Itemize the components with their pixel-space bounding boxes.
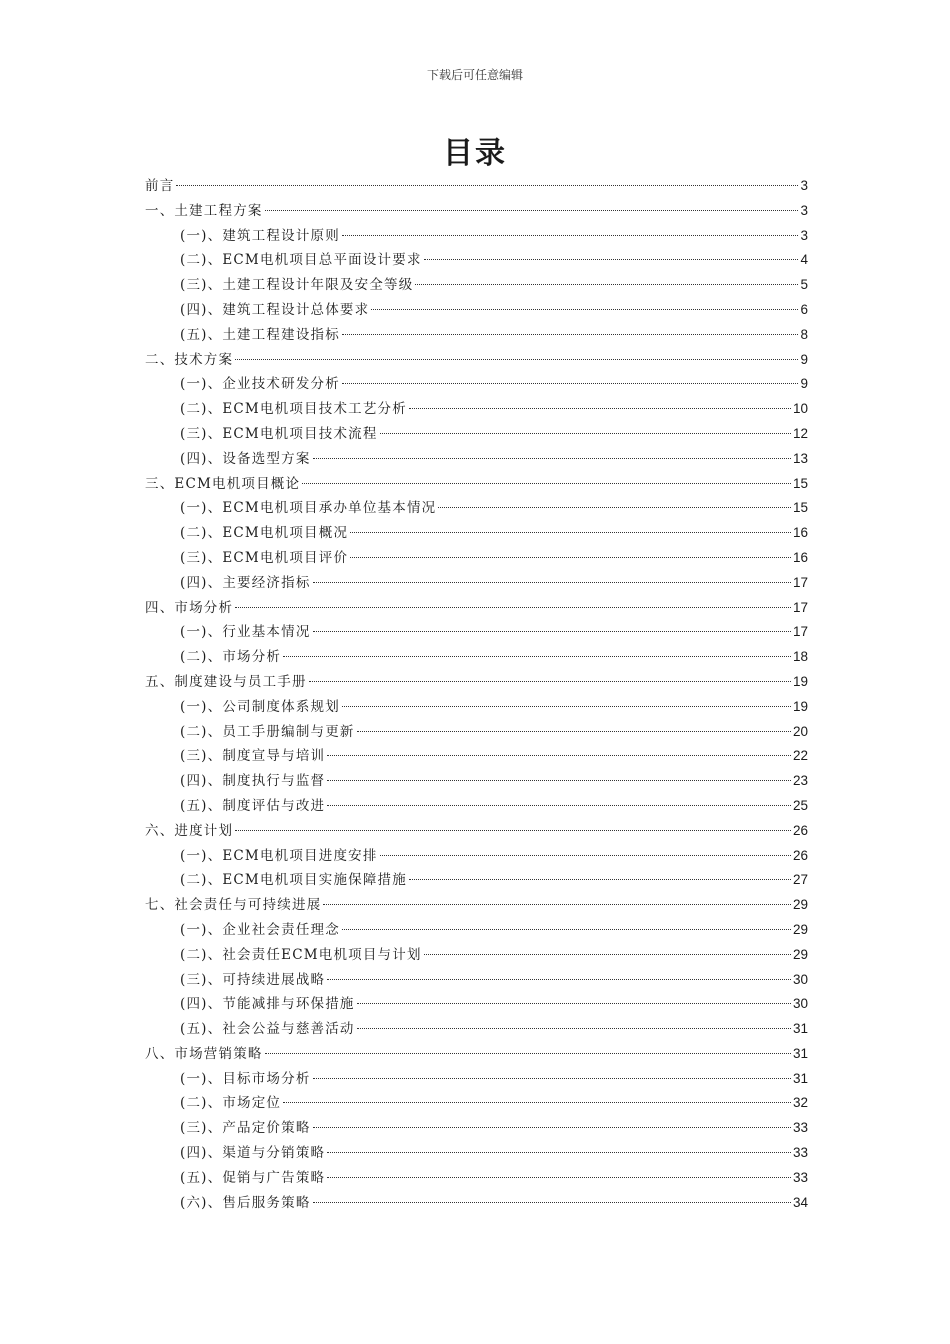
toc-entry-label: (一)、ECM电机项目承办单位基本情况 <box>180 500 437 517</box>
toc-entry[interactable] <box>145 1067 808 1092</box>
toc-entry[interactable] <box>145 397 808 422</box>
toc-dot-leader <box>313 458 791 459</box>
toc-entry-page-number: 3 <box>800 202 808 218</box>
toc-entry-page-number: 30 <box>792 996 808 1012</box>
toc-entry-label: (一)、公司制度体系规划 <box>180 698 340 715</box>
page-title: 目录 <box>443 136 507 171</box>
toc-dot-leader <box>235 830 791 831</box>
toc-entry-page-number: 31 <box>792 1070 808 1086</box>
toc-dot-leader <box>357 731 791 732</box>
toc-entry-label: (三)、制度宣导与培训 <box>180 748 326 765</box>
toc-entry[interactable] <box>145 893 808 918</box>
toc-entry[interactable] <box>145 273 808 298</box>
toc-entry[interactable] <box>145 323 808 348</box>
toc-entry-label: (二)、市场分析 <box>180 649 282 666</box>
toc-entry[interactable] <box>145 968 808 993</box>
toc-entry-label: 二、技术方案 <box>145 351 234 368</box>
toc-entry-label: (三)、土建工程设计年限及安全等级 <box>180 277 414 294</box>
toc-entry-page-number: 4 <box>800 252 808 268</box>
toc-entry-label: (四)、制度执行与监督 <box>180 773 326 790</box>
toc-dot-leader <box>176 185 798 186</box>
toc-dot-leader <box>424 954 791 955</box>
toc-entry-label: (二)、市场定位 <box>180 1095 282 1112</box>
toc-entry-page-number: 17 <box>792 599 808 615</box>
toc-entry[interactable] <box>145 645 808 670</box>
toc-entry[interactable] <box>145 1166 808 1191</box>
toc-dot-leader <box>265 210 799 211</box>
toc-entry[interactable] <box>145 472 808 497</box>
toc-dot-leader <box>327 805 791 806</box>
toc-entry-page-number: 17 <box>792 624 808 640</box>
toc-entry[interactable] <box>145 1017 808 1042</box>
toc-entry-label: (三)、ECM电机项目技术流程 <box>180 425 378 442</box>
toc-dot-leader <box>438 507 791 508</box>
toc-dot-leader <box>409 408 791 409</box>
toc-entry-label: (五)、社会公益与慈善活动 <box>180 1021 355 1038</box>
toc-entry-page-number: 29 <box>792 946 808 962</box>
toc-entry-page-number: 9 <box>800 376 808 392</box>
toc-entry[interactable] <box>145 348 808 373</box>
toc-dot-leader <box>283 656 791 657</box>
toc-entry-label: (一)、企业社会责任理念 <box>180 921 340 938</box>
toc-dot-leader <box>342 706 791 707</box>
toc-entry[interactable] <box>145 1141 808 1166</box>
table-of-contents <box>145 174 808 1215</box>
toc-entry-label: (二)、ECM电机项目实施保障措施 <box>180 872 407 889</box>
toc-entry-page-number: 3 <box>800 178 808 193</box>
toc-entry-page-number: 5 <box>800 277 808 293</box>
toc-entry-label: 五、制度建设与员工手册 <box>145 673 307 690</box>
toc-entry-page-number: 10 <box>792 401 808 417</box>
toc-dot-leader <box>342 334 799 335</box>
toc-entry-label: (三)、ECM电机项目评价 <box>180 549 349 566</box>
toc-entry-page-number: 29 <box>792 921 808 937</box>
toc-dot-leader <box>313 1078 791 1079</box>
toc-entry-label: (二)、ECM电机项目技术工艺分析 <box>180 401 407 418</box>
toc-entry-label: (四)、节能减排与环保措施 <box>180 996 355 1013</box>
toc-entry-page-number: 31 <box>792 1045 808 1061</box>
toc-entry-label: (二)、员工手册编制与更新 <box>180 723 355 740</box>
toc-dot-leader <box>309 681 791 682</box>
toc-entry[interactable] <box>145 868 808 893</box>
toc-dot-leader <box>313 1127 791 1128</box>
toc-entry-label: (六)、售后服务策略 <box>180 1194 311 1211</box>
toc-entry-label: (四)、建筑工程设计总体要求 <box>180 301 370 318</box>
toc-dot-leader <box>415 284 798 285</box>
toc-entry-page-number: 29 <box>792 897 808 913</box>
toc-entry[interactable] <box>145 819 808 844</box>
toc-entry-page-number: 25 <box>792 797 808 813</box>
toc-entry-page-number: 23 <box>792 773 808 789</box>
toc-dot-leader <box>327 755 791 756</box>
toc-entry-label: (五)、土建工程建设指标 <box>180 326 340 343</box>
toc-entry-page-number: 26 <box>792 847 808 863</box>
toc-entry-page-number: 34 <box>792 1194 808 1210</box>
toc-dot-leader <box>313 582 791 583</box>
toc-entry-label: (一)、建筑工程设计原则 <box>180 227 340 244</box>
toc-entry[interactable] <box>145 1116 808 1141</box>
toc-entry-page-number: 33 <box>792 1169 808 1185</box>
toc-entry-page-number: 31 <box>792 1021 808 1037</box>
toc-entry[interactable] <box>145 769 808 794</box>
toc-dot-leader <box>327 1152 791 1153</box>
toc-entry-label: 八、市场营销策略 <box>145 1045 263 1062</box>
toc-dot-leader <box>327 780 791 781</box>
toc-entry[interactable] <box>145 224 808 249</box>
toc-entry-page-number: 15 <box>792 475 808 491</box>
toc-entry-page-number: 19 <box>792 673 808 689</box>
toc-entry[interactable] <box>145 992 808 1017</box>
toc-entry-label: (五)、促销与广告策略 <box>180 1169 326 1186</box>
toc-dot-leader <box>327 979 791 980</box>
toc-entry[interactable] <box>145 918 808 943</box>
toc-entry-page-number: 17 <box>792 574 808 590</box>
toc-entry[interactable] <box>145 199 808 224</box>
toc-entry-page-number: 26 <box>792 822 808 838</box>
toc-entry[interactable] <box>145 422 808 447</box>
toc-entry[interactable] <box>145 744 808 769</box>
toc-entry-label: (三)、可持续进展战略 <box>180 971 326 988</box>
toc-entry-label: (一)、行业基本情况 <box>180 624 311 641</box>
toc-entry[interactable] <box>145 248 808 273</box>
toc-entry[interactable] <box>145 521 808 546</box>
toc-entry-page-number: 27 <box>792 872 808 888</box>
toc-entry[interactable] <box>145 794 808 819</box>
toc-entry-page-number: 16 <box>792 549 808 565</box>
toc-entry-label: (四)、主要经济指标 <box>180 574 311 591</box>
toc-entry-page-number: 32 <box>792 1095 808 1111</box>
toc-entry-page-number: 18 <box>792 649 808 665</box>
toc-entry[interactable] <box>145 298 808 323</box>
toc-entry[interactable] <box>145 372 808 397</box>
toc-dot-leader <box>350 532 791 533</box>
toc-entry-label: 七、社会责任与可持续进展 <box>145 897 322 914</box>
toc-entry-page-number: 6 <box>800 301 808 317</box>
toc-dot-leader <box>357 1028 791 1029</box>
toc-entry-page-number: 30 <box>792 971 808 987</box>
toc-dot-leader <box>380 433 791 434</box>
toc-entry-page-number: 16 <box>792 525 808 541</box>
toc-entry[interactable] <box>145 943 808 968</box>
toc-dot-leader <box>313 631 791 632</box>
toc-entry-page-number: 15 <box>792 500 808 516</box>
page-header-note: 下载后可任意编辑 <box>426 68 523 82</box>
toc-entry-label: (五)、制度评估与改进 <box>180 797 326 814</box>
toc-entry-page-number: 19 <box>792 698 808 714</box>
toc-entry-label: (二)、ECM电机项目概况 <box>180 525 349 542</box>
toc-dot-leader <box>371 309 798 310</box>
toc-entry-label: (一)、ECM电机项目进度安排 <box>180 847 378 864</box>
toc-entry-page-number: 33 <box>792 1120 808 1136</box>
toc-entry-label: 六、进度计划 <box>145 822 234 839</box>
toc-dot-leader <box>350 557 791 558</box>
toc-entry[interactable] <box>145 496 808 521</box>
toc-dot-leader <box>283 1102 791 1103</box>
toc-dot-leader <box>342 235 799 236</box>
toc-entry[interactable] <box>145 447 808 472</box>
toc-entry-page-number: 12 <box>792 425 808 441</box>
toc-dot-leader <box>424 259 799 260</box>
toc-entry-label: (一)、目标市场分析 <box>180 1070 311 1087</box>
toc-entry[interactable] <box>145 1191 808 1216</box>
toc-dot-leader <box>265 1053 791 1054</box>
toc-dot-leader <box>342 383 799 384</box>
toc-entry-label: (三)、产品定价策略 <box>180 1120 311 1137</box>
toc-entry[interactable] <box>145 844 808 869</box>
toc-entry-label: 前言 <box>145 178 175 194</box>
toc-entry-page-number: 33 <box>792 1145 808 1161</box>
toc-dot-leader <box>409 879 791 880</box>
toc-dot-leader <box>327 1177 791 1178</box>
toc-entry-label: (四)、设备选型方案 <box>180 450 311 467</box>
toc-entry-page-number: 22 <box>792 748 808 764</box>
toc-entry-label: 一、土建工程方案 <box>145 202 263 219</box>
toc-dot-leader <box>323 904 791 905</box>
toc-entry[interactable] <box>145 546 808 571</box>
toc-entry-label: (四)、渠道与分销策略 <box>180 1145 326 1162</box>
toc-entry-page-number: 20 <box>792 723 808 739</box>
toc-entry[interactable] <box>145 670 808 695</box>
toc-entry-label: (二)、ECM电机项目总平面设计要求 <box>180 252 422 269</box>
toc-entry-page-number: 8 <box>800 326 808 342</box>
toc-entry[interactable] <box>145 571 808 596</box>
toc-dot-leader <box>302 483 791 484</box>
toc-entry[interactable] <box>145 695 808 720</box>
toc-entry[interactable] <box>145 174 808 199</box>
toc-entry-label: 三、ECM电机项目概论 <box>145 475 301 492</box>
toc-entry[interactable] <box>145 720 808 745</box>
toc-entry[interactable] <box>145 620 808 645</box>
toc-entry-page-number: 3 <box>800 227 808 243</box>
toc-entry-label: (一)、企业技术研发分析 <box>180 376 340 393</box>
toc-dot-leader <box>235 607 791 608</box>
toc-entry-page-number: 13 <box>792 450 808 466</box>
toc-entry-label: 四、市场分析 <box>145 599 234 616</box>
toc-entry[interactable] <box>145 1091 808 1116</box>
toc-dot-leader <box>357 1003 791 1004</box>
toc-dot-leader <box>380 855 791 856</box>
toc-entry-label: (二)、社会责任ECM电机项目与计划 <box>180 946 422 963</box>
toc-dot-leader <box>342 929 791 930</box>
toc-entry-page-number: 9 <box>800 351 808 367</box>
toc-entry[interactable] <box>145 1042 808 1067</box>
toc-dot-leader <box>235 359 798 360</box>
toc-dot-leader <box>313 1202 791 1203</box>
toc-entry[interactable] <box>145 596 808 621</box>
